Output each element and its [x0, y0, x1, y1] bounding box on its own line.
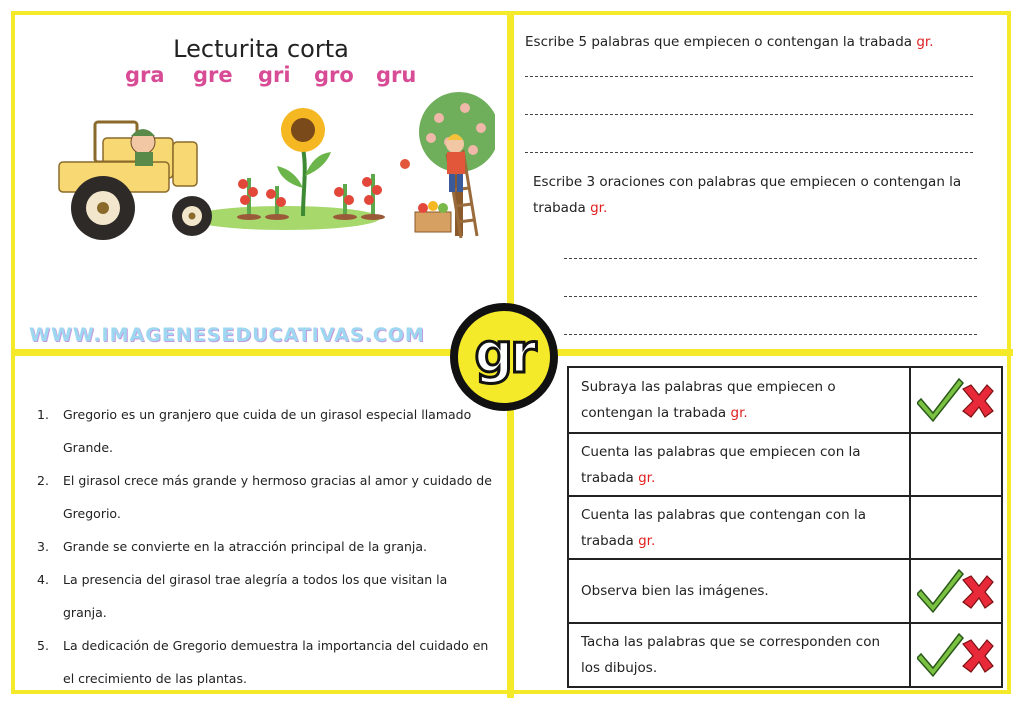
write-sentences-line2: trabada: [533, 200, 591, 216]
answer-line: [525, 76, 973, 77]
story-item: 1. Gregorio es un granjero que cuida de un girasol especial llamado Grande.: [37, 407, 472, 455]
syllable-gro: gro: [314, 63, 354, 87]
table-row: [568, 559, 1002, 623]
write-words-instruction: [525, 29, 934, 55]
story-item: 4. La presencia del girasol trae alegría a todos los que visitan la granja.: [37, 572, 448, 620]
write-sentences-line1: Escribe 3 oraciones con palabras que empiecen o contengan la: [533, 174, 962, 190]
table-row: [568, 367, 1002, 433]
syllable-gra: gra: [125, 63, 165, 87]
reading-panel: [15, 15, 507, 349]
check-cross-cell[interactable]: [910, 559, 1002, 623]
writing-panel: [514, 15, 1009, 349]
task-cell: Subraya las palabras que empiecen o contengan la trabada gr.: [568, 367, 910, 433]
answer-line: [525, 152, 973, 153]
answer-line: [564, 258, 977, 259]
write-words-trabada: gr.: [916, 34, 934, 50]
syllable-gre: gre: [193, 63, 233, 87]
write-sentences-instruction: [533, 169, 961, 221]
farm-illustration: [45, 90, 495, 280]
table-row: [568, 496, 1002, 559]
table-row: [568, 623, 1002, 687]
check-icon: [917, 634, 963, 676]
story-panel: [15, 356, 507, 694]
answer-line: [525, 114, 973, 115]
check-cross-cell[interactable]: [910, 367, 1002, 433]
gr-badge-text: gr: [474, 321, 534, 385]
story-item: 2. El girasol crece más grande y hermoso gracias al amor y cuidado de Gregorio.: [37, 473, 492, 521]
check-icon: [917, 379, 963, 421]
story-list: [37, 398, 492, 695]
task-cell: Tacha las palabras que se corresponden con los dibujos.: [568, 623, 910, 687]
answer-line: [564, 334, 977, 335]
task-cell: Observa bien las imágenes.: [568, 559, 910, 623]
vegetable-crate-icon: [415, 201, 451, 232]
write-sentences-trabada: gr.: [590, 200, 608, 216]
task-cell: Cuenta las palabras que empiecen con la trabada gr.: [568, 433, 910, 496]
table-row: [568, 433, 1002, 496]
apple-icon: [400, 159, 410, 169]
cross-icon: [963, 576, 993, 608]
syllable-gri: gri: [258, 63, 291, 87]
reading-title: Lecturita corta: [173, 35, 349, 63]
syllable-gru: gru: [376, 63, 417, 87]
empty-mark-cell[interactable]: [910, 433, 1002, 496]
tasks-table: [567, 366, 1003, 688]
empty-mark-cell[interactable]: [910, 496, 1002, 559]
gr-badge: [450, 303, 558, 411]
story-item: 3. Grande se convierte en la atracción principal de la granja.: [37, 539, 428, 554]
answer-line: [564, 296, 977, 297]
tasks-panel: [514, 356, 1009, 694]
cross-icon: [963, 385, 993, 417]
write-words-text: Escribe 5 palabras que empiecen o contengan la trabada: [525, 34, 917, 50]
check-icon: [917, 570, 963, 612]
check-cross-cell[interactable]: [910, 623, 1002, 687]
task-cell: Cuenta las palabras que contengan con la trabada gr.: [568, 496, 910, 559]
story-item: 5. La dedicación de Gregorio demuestra la importancia del cuidado en el crecimiento de las plantas.: [37, 638, 489, 686]
tractor-icon: [59, 122, 212, 240]
website-watermark: WWW.IMAGENESEDUCATIVAS.COM: [29, 324, 425, 346]
cross-icon: [963, 640, 993, 672]
